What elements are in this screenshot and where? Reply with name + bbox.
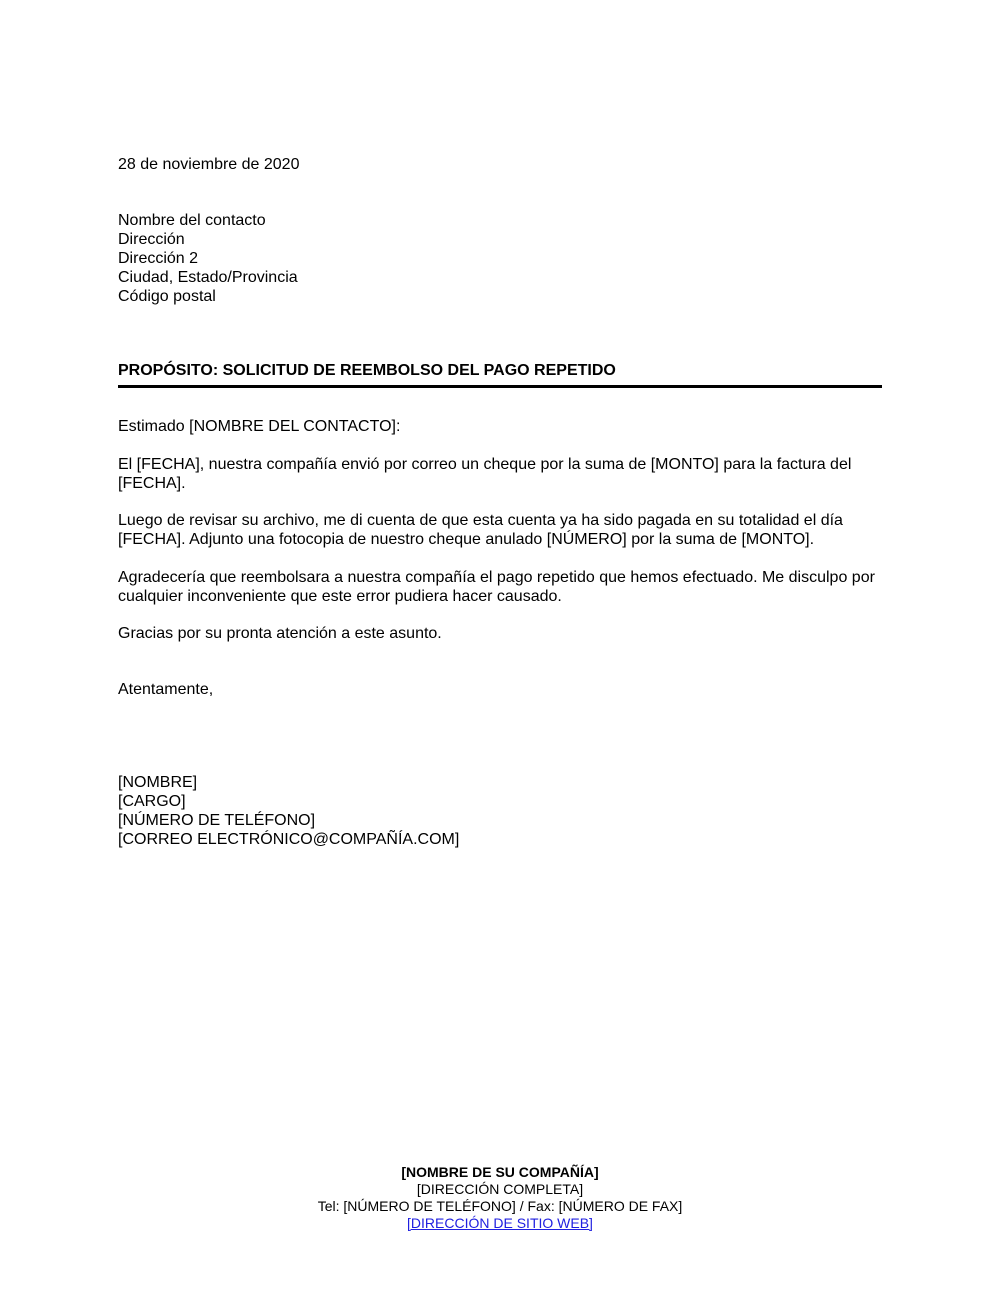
letter-date: 28 de noviembre de 2020 xyxy=(118,156,300,173)
body-paragraph-3: Agradecería que reembolsara a nuestra compañía el pago repetido que hemos efectuado. Me disculpo por cualquier inconveniente que este error pudiera hacer causado. xyxy=(118,569,875,605)
recipient-address: Dirección xyxy=(118,231,185,248)
footer-company-name: [NOMBRE DE SU COMPAÑÍA] xyxy=(401,1164,599,1180)
footer-website-link[interactable]: [DIRECCIÓN DE SITIO WEB] xyxy=(407,1215,593,1231)
signature-name: [NOMBRE] xyxy=(118,774,198,791)
subject-divider xyxy=(118,385,882,388)
signature-phone: [NÚMERO DE TELÉFONO] xyxy=(118,812,316,829)
signature-email: [CORREO ELECTRÓNICO@COMPAÑÍA.COM] xyxy=(118,831,460,848)
recipient-block xyxy=(118,211,298,306)
body-paragraph-2: Luego de revisar su archivo, me di cuenta de que esta cuenta ya ha sido pagada en su totalidad el día [FECHA]. Adjunto una fotocopia de nuestro cheque anulado [NÚMERO] por la suma de [MONTO]. xyxy=(118,512,843,548)
recipient-city-state: Ciudad, Estado/Provincia xyxy=(118,269,298,286)
recipient-name: Nombre del contacto xyxy=(118,212,266,229)
body-paragraph-4: Gracias por su pronta atención a este asunto. xyxy=(118,625,442,642)
recipient-postal-code: Código postal xyxy=(118,288,216,305)
recipient-address-2: Dirección 2 xyxy=(118,250,199,267)
footer-address: [DIRECCIÓN COMPLETA] xyxy=(416,1181,584,1197)
signature-block xyxy=(118,773,459,849)
signature-title: [CARGO] xyxy=(118,793,186,810)
closing: Atentamente, xyxy=(118,681,214,698)
subject-heading: PROPÓSITO: SOLICITUD DE REEMBOLSO DEL PAGO REPETIDO xyxy=(118,362,616,379)
body-paragraph-1: El [FECHA], nuestra compañía envió por correo un cheque por la suma de [MONTO] para la factura del [FECHA]. xyxy=(118,456,852,492)
salutation: Estimado [NOMBRE DEL CONTACTO]: xyxy=(118,418,401,435)
footer-contact: Tel: [NÚMERO DE TELÉFONO] / Fax: [NÚMERO DE FAX] xyxy=(317,1198,683,1214)
company-footer xyxy=(0,1164,1000,1232)
